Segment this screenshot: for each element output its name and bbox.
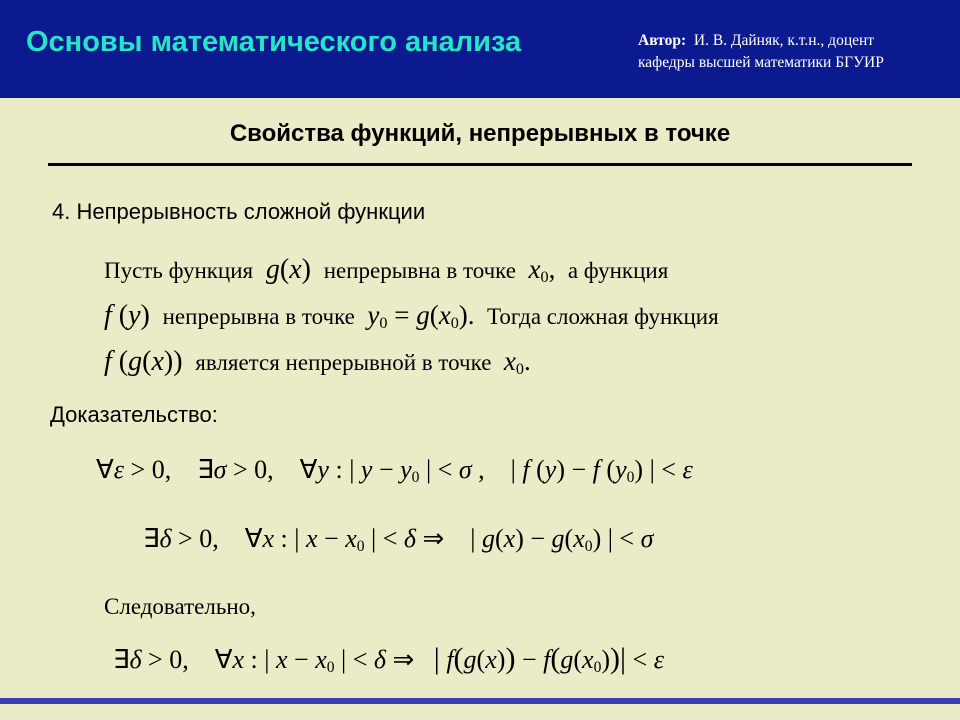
conclusion-formula: ∃δ > 0, ∀x : | $x - x_0$ | < δ ⇒ | $f(g(x)) - f(g(x_0))| < \varepsilon$ [113,642,664,676]
author-name: И. В. Дайняк, к.т.н., доцент [693,32,875,49]
title-divider [48,163,912,166]
proof-formula-2: ∃δ > 0, ∀x : | $x - x_0$ | < δ ⇒ | $g(x) - g(x_0)$ | < σ [143,524,654,555]
theorem-text: является непрерывной в точке [195,350,492,375]
theorem-line-3 [104,346,531,378]
slide-header [0,0,960,98]
formula-y0-equals-g-x0: $y_0 = g(x_0)$. [367,300,482,333]
author-line-1: Автор: И. В. Дайняк, к.т.н., доцент [638,32,875,49]
formula-x0: $x_0$. [503,346,531,379]
theorem-text: непрерывна в точке [162,304,355,329]
author-department: кафедры высшей математики БГУИР [638,54,884,71]
proof-formula-1: ∀ε > 0, ∃σ > 0, ∀y : | $y - y_0$ | < σ , | f (y) − f $(y_0)$ | < ε [96,455,693,486]
section-heading: 4. Непрерывность сложной функции [52,199,426,224]
slide-title: Свойства функций, непрерывных в точке [229,120,731,147]
formula-x0: $x_0$, [528,254,563,287]
formula-g-x: g(x) [265,254,318,285]
theorem-line-2 [104,300,719,332]
conclusion-label: Следовательно, [104,594,256,619]
proof-label: Доказательство: [50,402,218,427]
course-title: Основы математического анализа [26,26,522,58]
theorem-line-1 [104,254,668,286]
formula-f-g-x: f (g(x)) [104,346,190,377]
theorem-text: непрерывна в точке [323,258,516,283]
footer-strip [0,704,960,720]
author-info [638,30,884,74]
theorem-text: Тогда сложная функция [487,304,719,329]
author-label: Автор [638,32,681,49]
formula-f-y: f (y) [104,300,157,331]
theorem-text: а функция [567,258,669,283]
theorem-text: Пусть функция [104,258,254,283]
